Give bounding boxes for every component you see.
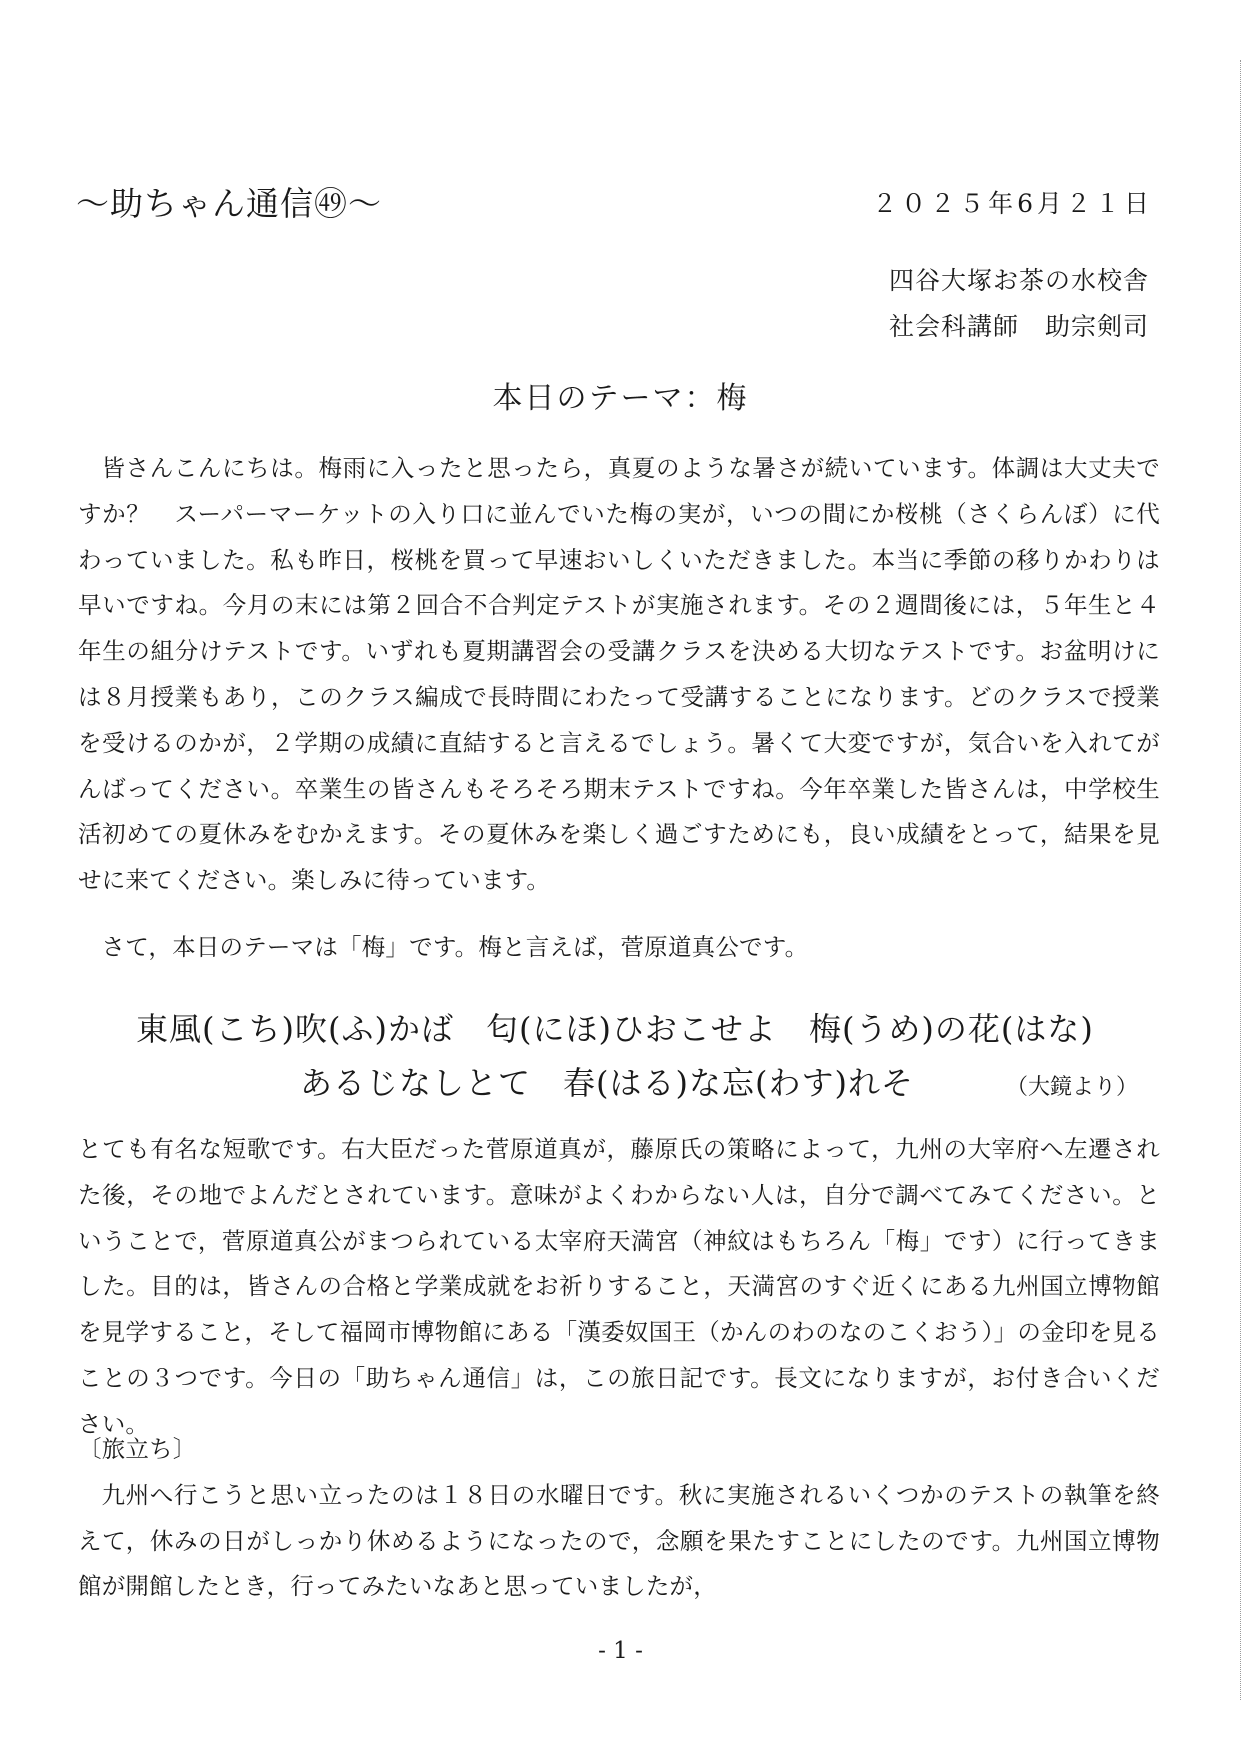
newsletter-title: ～助ちゃん通信㊾～ [76, 184, 382, 223]
author-school: 四谷大塚お茶の水校舎 [888, 266, 1149, 295]
poem-line-2-part-2: 春(はる)な忘(わす)れそ [563, 1064, 914, 1102]
section-title: 〔旅立ち〕 [78, 1435, 197, 1463]
travel-section [78, 1427, 1160, 1610]
poem-line-2-part-1: あるじなしとて [300, 1064, 532, 1102]
poem-source: （大鏡より） [1006, 1075, 1139, 1100]
poem-line-1-part-3: 梅(うめ)の花(はな) [808, 1010, 1094, 1048]
page-number: - 1 - [598, 1638, 643, 1664]
theme-intro: さて，本日のテーマは「梅」です。梅と言えば，菅原道真公です。 [101, 933, 809, 961]
section-body: 九州へ行こうと思い立ったのは１８日の水曜日です。秋に実施されるいくつかのテストの執筆を終えて，休みの日がしっかり休めるようになったので，念願を果たすことにしたのです。九州国立博物館が開館したとき，行ってみたいなあと思っていましたが， [78, 1480, 1160, 1601]
author-name: 社会科講師 助宗剣司 [888, 312, 1149, 341]
intro-paragraph: 皆さんこんにちは。梅雨に入ったと思ったら，真夏のような暑さが続いています。体調は大丈夫ですか？ スーパーマーケットの入り口に並んでいた梅の実が，いつの間にか桜桃（さくらんぼ）に代わっていました。私も昨日，桜桃を買って早速おいしくいただきました。本当に季節の移りかわりは早いですね。今月の末には第２回合不合判定テストが実施されます。その２週間後には，５年生と４年生の組分けテストです。いずれも夏期講習会の受講クラスを決める大切なテストです。お盆明けには８月授業もあり，このクラス編成で長時間にわたって受講することになります。どのクラスで授業を受けるのかが，２学期の成績に直結すると言えるでしょう。暑くて大変ですが，気合いを入れてがんばってください。卒業生の皆さんもそろそろ期末テストですね。今年卒業した皆さんは，中学校生活初めての夏休みをむかえます。その夏休みを楽しく過ごすためにも，良い成績をとって，結果を見せに来てください。楽しみに待っています。 [78, 454, 1160, 895]
poem-line-1-part-2: 匂(にほ)ひおこせよ [485, 1010, 777, 1048]
poem-explanation-block [78, 1127, 1160, 1448]
issue-date: ２０２５年6月２１日 [872, 189, 1153, 218]
theme-intro-block [78, 925, 1160, 971]
author-block [889, 258, 1149, 350]
theme-heading: 本日のテーマ：梅 [492, 381, 749, 416]
poem-explanation: とても有名な短歌です。右大臣だった菅原道真が，藤原氏の策略によって，九州の大宰府へ左遷された後，その地でよんだとされています。意味がよくわからない人は，自分で調べてみてください。ということで，菅原道真公がまつられている太宰府天満宮（神紋はもちろん「梅」です）に行ってきました。目的は，皆さんの合格と学業成就をお祈りすること，天満宮のすぐ近くにある九州国立博物館を見学すること，そして福岡市博物館にある「漢委奴国王（かんのわのなのこくおう）」の金印を見ることの３つです。今日の「助ちゃん通信」は，この旅日記です。長文になりますが，お付き合いください。 [78, 1135, 1160, 1438]
intro-paragraph-block [78, 446, 1160, 904]
poem-line-1 [136, 1004, 1094, 1050]
poem-line-2 [300, 1058, 914, 1104]
poem-line-1-part-1: 東風(こち)吹(ふ)かば [136, 1010, 454, 1048]
